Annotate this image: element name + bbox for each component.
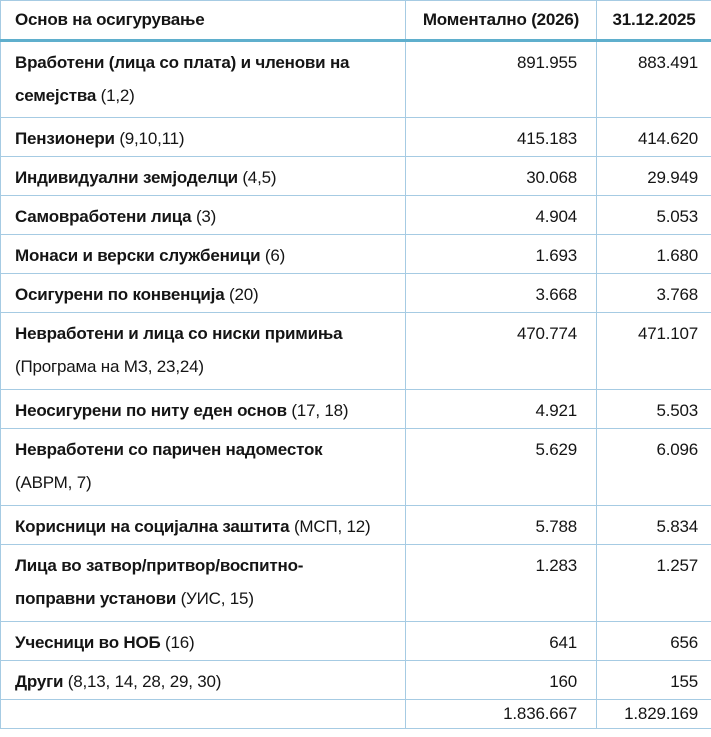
row-label-line [15,510,397,543]
row-label [1,429,406,506]
table-header [1,1,711,41]
label-bold-text: Вработени (лица со плата) и членови на [15,53,350,72]
row-label-line [15,466,397,499]
label-bold-text: Невработени со паричен надоместок [15,440,323,459]
label-bold-text: Корисници на социјална заштита [15,517,290,536]
label-code-text: (3) [191,207,217,226]
table-row [1,661,711,700]
row-label-line [15,549,397,582]
label-code-text: (УИС, 15) [176,589,254,608]
column-header-basis: Основ на осигурување [1,1,406,41]
label-bold-text: Осигурени по конвенција [15,285,225,304]
header-row [1,1,711,41]
label-code-text: (1,2) [96,86,135,105]
label-code-text: (4,5) [237,168,277,187]
table-row [1,429,711,506]
row-label-line [15,122,397,155]
total-row [1,700,711,729]
label-bold-text: Лица во затвор/притвор/воспитно- [15,556,304,575]
row-value-previous: 155 [597,661,711,700]
row-label [1,196,406,235]
row-value-current: 5.629 [406,429,597,506]
row-label-line [15,161,397,194]
row-label-line [15,278,397,311]
column-header-previous: 31.12.2025 [597,1,711,41]
table-row [1,506,711,545]
row-value-previous: 471.107 [597,313,711,390]
row-value-previous: 5.053 [597,196,711,235]
row-value-current: 415.183 [406,118,597,157]
label-code-text: (Програма на МЗ, 23,24) [15,357,204,376]
row-label-line [15,79,397,112]
row-value-current: 1.693 [406,235,597,274]
row-value-current: 1.283 [406,545,597,622]
row-label-line [15,433,397,466]
row-label [1,506,406,545]
row-value-previous: 5.834 [597,506,711,545]
label-code-text: (МСП, 12) [289,517,371,536]
row-value-current: 4.921 [406,390,597,429]
label-bold-text: поправни установи [15,589,177,608]
label-bold-text: Пензионери [15,129,115,148]
table-row [1,157,711,196]
row-label-line [15,665,397,698]
table-row [1,313,711,390]
row-value-previous: 656 [597,622,711,661]
row-label [1,157,406,196]
row-label [1,622,406,661]
table-row [1,274,711,313]
row-label [1,545,406,622]
column-header-current: Моментално (2026) [406,1,597,41]
total-value-previous: 1.829.169 [597,700,711,729]
row-label [1,390,406,429]
label-code-text: (16) [160,633,195,652]
row-value-current: 30.068 [406,157,597,196]
row-label-line [15,200,397,233]
row-label [1,41,406,118]
table-row [1,622,711,661]
total-row-label [1,700,406,729]
row-label [1,661,406,700]
row-value-current: 641 [406,622,597,661]
row-label [1,235,406,274]
label-bold-text: Монаси и верски службеници [15,246,261,265]
label-code-text: (8,13, 14, 28, 29, 30) [63,672,222,691]
table-row [1,545,711,622]
row-value-current: 160 [406,661,597,700]
row-value-current: 4.904 [406,196,597,235]
label-code-text: (17, 18) [286,401,349,420]
row-value-current: 470.774 [406,313,597,390]
label-code-text: (6) [260,246,286,265]
label-bold-text: Самовработени лица [15,207,192,226]
row-value-current: 891.955 [406,41,597,118]
table-footer [1,700,711,729]
label-bold-text: семејства [15,86,97,105]
row-value-current: 5.788 [406,506,597,545]
row-label [1,313,406,390]
total-value-current: 1.836.667 [406,700,597,729]
row-value-previous: 1.680 [597,235,711,274]
label-code-text: (20) [224,285,259,304]
row-label-line [15,239,397,272]
row-label-line [15,626,397,659]
row-label-line [15,46,397,79]
table-row [1,196,711,235]
label-bold-text: Индивидуални земјоделци [15,168,238,187]
label-code-text: (9,10,11) [114,129,185,148]
row-value-previous: 883.491 [597,41,711,118]
row-label-line [15,582,397,615]
table-row [1,390,711,429]
table-row [1,41,711,118]
row-label-line [15,350,397,383]
row-value-previous: 414.620 [597,118,711,157]
table-body [1,41,711,700]
label-code-text: (АВРМ, 7) [15,473,92,492]
table-row [1,235,711,274]
label-bold-text: Учесници во НОБ [15,633,161,652]
label-bold-text: Неосигурени по ниту еден основ [15,401,287,420]
row-value-previous: 6.096 [597,429,711,506]
row-label [1,274,406,313]
row-value-previous: 5.503 [597,390,711,429]
label-bold-text: Невработени и лица со ниски примиња [15,324,343,343]
row-value-previous: 1.257 [597,545,711,622]
row-value-previous: 3.768 [597,274,711,313]
row-value-current: 3.668 [406,274,597,313]
label-bold-text: Други [15,672,64,691]
row-label-line [15,317,397,350]
row-label-line [15,394,397,427]
row-label [1,118,406,157]
table-row [1,118,711,157]
row-value-previous: 29.949 [597,157,711,196]
